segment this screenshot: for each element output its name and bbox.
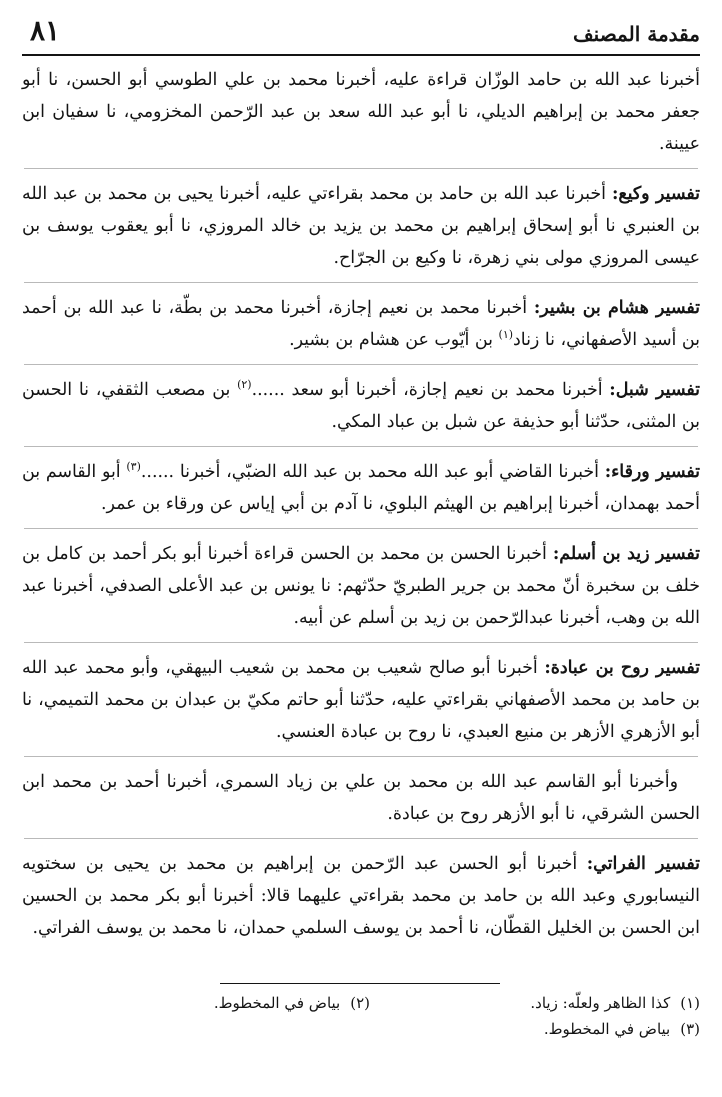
section-heading: تفسير زيد بن أسلم:	[552, 544, 700, 564]
paragraph-separator	[24, 642, 698, 643]
page-header	[22, 8, 700, 54]
footnote-rule	[220, 983, 500, 984]
paragraph-separator	[24, 364, 698, 365]
paragraph-text: بن مصعب الثقفي، نا الحسن بن المثنى، حدّثنا أبو حذيفة عن شبل بن عباد المكي.	[22, 380, 700, 432]
paragraph	[22, 652, 700, 748]
paragraph	[22, 456, 700, 520]
footnote-number: (٣)	[680, 1020, 700, 1038]
section-heading: تفسير ورقاء:	[604, 462, 700, 482]
paragraph-separator	[24, 446, 698, 447]
paragraph-text: أخبرنا عبد الله بن حامد بن محمد بقراءتي عليه، أخبرنا يحيى بن محمد بن عبد الله بن العنبري نا أبو إسحاق إبراهيم بن محمد بن يزيد بن خالد المروزي، نا أبو يعقوب يوسف بن عيسى المروزي مولى بني زهرة، نا وكيع بن الجرّاح.	[22, 184, 700, 268]
section-heading: تفسير شبل:	[609, 380, 700, 400]
running-title: مقدمة المصنف	[572, 22, 700, 46]
paragraph	[22, 766, 700, 830]
footnote-ref: (٣)	[126, 460, 141, 474]
paragraph-text: بن أيّوب عن هشام بن بشير.	[289, 330, 499, 350]
paragraph	[22, 178, 700, 274]
footnotes	[22, 990, 700, 1042]
footnote-number: (١)	[680, 994, 700, 1012]
paragraph-separator	[24, 528, 698, 529]
paragraph	[22, 848, 700, 944]
paragraph-separator	[24, 756, 698, 757]
document-body	[22, 64, 700, 944]
header-rule	[22, 54, 700, 56]
paragraph-text: أخبرنا محمد بن نعيم إجازة، أخبرنا أبو سعد ......	[251, 380, 610, 400]
paragraph-text: أخبرنا أبو صالح شعيب بن محمد بن شعيب البيهقي، وأبو محمد عبد الله بن حامد بن محمد الأصفهاني بقراءتي عليه، حدّثنا أبو حاتم مكيّ بن عبدان بن محمد التميمي، نا أبو الأزهري الأزهر بن منيع العبدي، نا روح بن عبادة العنسي.	[22, 658, 700, 742]
footnote-text: بياض في المخطوط.	[213, 994, 341, 1012]
paragraph-separator	[24, 282, 698, 283]
page-number: ٨١	[30, 14, 61, 47]
footnote-ref: (٢)	[237, 378, 252, 392]
paragraph-text: أخبرنا القاضي أبو عبد الله محمد بن عبد الله الضبّي، أخبرنا ......	[140, 462, 605, 482]
footnote-row	[22, 1016, 700, 1042]
paragraph-text: أخبرنا محمد بن نعيم إجازة، أخبرنا محمد بن بطّة، نا عبد الله بن أحمد بن أسيد الأصفهاني، نا زناد	[22, 298, 700, 350]
footnote-1	[370, 990, 700, 1016]
paragraph	[22, 292, 700, 356]
footnote-text: كذا الظاهر ولعلّه: زياد.	[530, 994, 671, 1012]
section-heading: تفسير وكيع:	[611, 184, 700, 204]
paragraph	[22, 64, 700, 160]
paragraph	[22, 538, 700, 634]
footnote-3	[544, 1016, 700, 1042]
footnote-2	[214, 990, 370, 1016]
paragraph-text: أخبرنا عبد الله بن حامد الوزّان قراءة عليه، أخبرنا محمد بن علي الطوسي أبو الحسن، نا أبو جعفر محمد بن إبراهيم الديلي، نا أبو عبد الله سعد بن عبد الرّحمن المخزومي، نا سفيان ابن عيينة.	[22, 70, 700, 154]
footnote-number: (٢)	[350, 994, 370, 1012]
paragraph-text: أخبرنا الحسن بن محمد بن الحسن قراءة أخبرنا أبو بكر أحمد بن كامل بن خلف بن سخبرة أنّ محمد بن جرير الطبريّ حدّثهم: نا يونس بن عبد الأعلى الصدفي، أخبرنا عبد الله بن وهب، أخبرنا عبدالرّحمن بن زيد بن أسلم عن أبيه.	[22, 544, 700, 628]
footnote-text: بياض في المخطوط.	[543, 1020, 671, 1038]
paragraph	[22, 374, 700, 438]
section-heading: تفسير هشام بن بشير:	[533, 298, 701, 318]
paragraph-separator	[24, 838, 698, 839]
paragraph-separator	[24, 168, 698, 169]
paragraph-text: أخبرنا أبو الحسن عبد الرّحمن بن إبراهيم بن محمد بن يحيى بن سختويه النيسابوري وعبد الله بن حامد بن محمد بقراءتي عليهما قالا: أخبرنا أبو بكر محمد بن الحسين ابن الحسن بن الخليل القطّان، نا أحمد بن يوسف السلمي حمدان، نا محمد بن يوسف الفراتي.	[22, 854, 700, 938]
footnote-row	[22, 990, 700, 1016]
paragraph-text: وأخبرنا أبو القاسم عبد الله بن محمد بن علي بن زياد السمري، أخبرنا أحمد بن محمد ابن الحسن الشرقي، نا أبو الأزهر روح بن عبادة.	[22, 772, 700, 824]
section-heading: تفسير روح بن عبادة:	[544, 658, 700, 678]
paragraph-text: أبو القاسم بن أحمد بهمدان، أخبرنا إبراهيم بن الهيثم البلوي، نا آدم بن أبي إياس عن ورقاء بن عمر.	[22, 462, 700, 514]
section-heading: تفسير الفراتي:	[586, 854, 700, 874]
footnote-ref: (١)	[498, 328, 514, 342]
